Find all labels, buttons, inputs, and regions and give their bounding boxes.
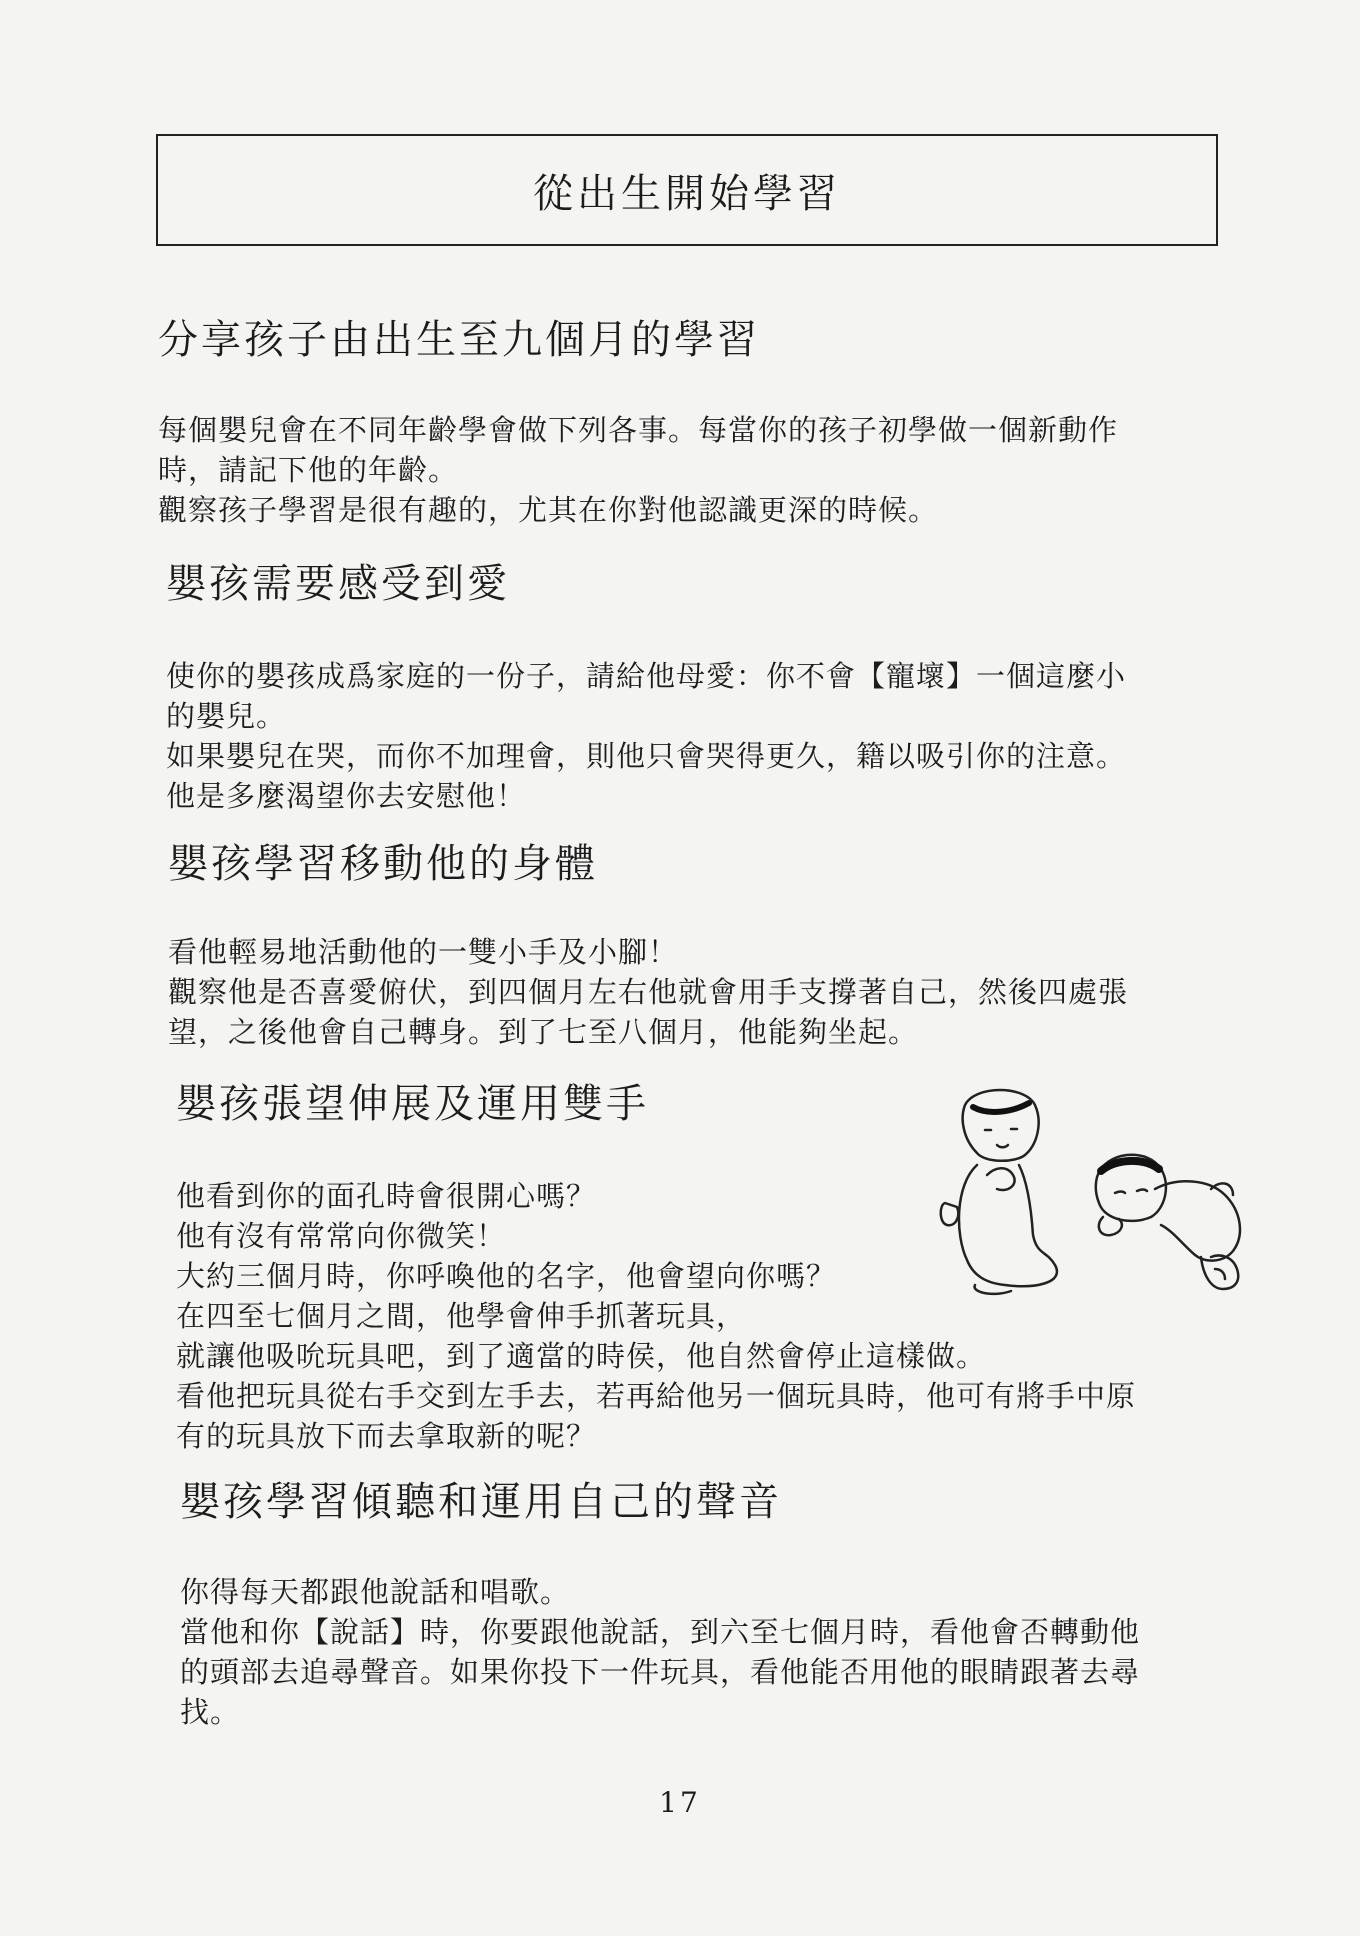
page-number: 17 (659, 1786, 701, 1819)
paragraph-line: 就讓他吸吮玩具吧，到了適當的時侯，他自然會停止這樣做。 (176, 1339, 987, 1373)
section-feel-love (166, 560, 1266, 816)
section-heading: 嬰孩學習傾聽和運用自己的聲音 (180, 1479, 782, 1525)
page-title-box (156, 134, 1218, 246)
babies-illustration (915, 1085, 1260, 1315)
section-learning-overview (158, 316, 1258, 530)
paragraph-line: 找。 (180, 1695, 241, 1729)
paragraph-line: 他是多麼渴望你去安慰他！ (166, 779, 527, 813)
paragraph-line: 你得每天都跟他說話和唱歌。 (180, 1575, 571, 1609)
paragraph-line: 觀察他是否喜愛俯伏，到四個月左右他就會用手支撐著自己，然後四處張 (168, 975, 1129, 1009)
paragraph-line: 看他把玩具從右手交到左手去，若再給他另一個玩具時，他可有將手中原 (176, 1379, 1137, 1413)
page-title: 從出生開始學習 (533, 170, 841, 217)
paragraph-line: 當他和你【說話】時，你要跟他說話，到六至七個月時，看他會否轉動他 (180, 1615, 1141, 1649)
paragraph-line: 他看到你的面孔時會很開心嗎？ (176, 1179, 597, 1213)
paragraph-line: 有的玩具放下而去拿取新的呢？ (176, 1419, 597, 1453)
section-heading: 嬰孩學習移動他的身體 (168, 841, 598, 887)
paragraph-line: 在四至七個月之間，他學會伸手抓著玩具， (176, 1299, 747, 1333)
paragraph-line: 如果嬰兒在哭，而你不加理會，則他只會哭得更久，籍以吸引你的注意。 (166, 739, 1127, 773)
paragraph-line: 的頭部去追尋聲音。如果你投下一件玩具，看他能否用他的眼睛跟著去尋 (180, 1655, 1141, 1689)
paragraph-line: 望，之後他會自己轉身。到了七至八個月，他能夠坐起。 (168, 1015, 919, 1049)
section-heading: 分享孩子由出生至九個月的學習 (158, 317, 760, 363)
paragraph-line: 每個嬰兒會在不同年齡學會做下列各事。每當你的孩子初學做一個新動作 (158, 413, 1119, 447)
paragraph-line: 時，請記下他的年齡。 (158, 453, 459, 487)
paragraph-line: 看他輕易地活動他的一雙小手及小腳！ (168, 935, 679, 969)
paragraph-line: 他有沒有常常向你微笑！ (176, 1219, 507, 1253)
paragraph-line: 觀察孩子學習是很有趣的，尤其在你對他認識更深的時候。 (158, 493, 939, 527)
section-move-body (168, 840, 1268, 1052)
section-heading: 嬰孩需要感受到愛 (166, 561, 510, 607)
section-listen-voice (180, 1478, 1280, 1732)
section-heading: 嬰孩張望伸展及運用雙手 (176, 1081, 649, 1127)
paragraph-line: 的嬰兒。 (166, 699, 287, 733)
paragraph-line: 大約三個月時，你呼喚他的名字，他會望向你嗎？ (176, 1259, 837, 1293)
paragraph-line: 使你的嬰孩成爲家庭的一份子，請給他母愛：你不會【寵壞】一個這麼小 (166, 659, 1127, 693)
